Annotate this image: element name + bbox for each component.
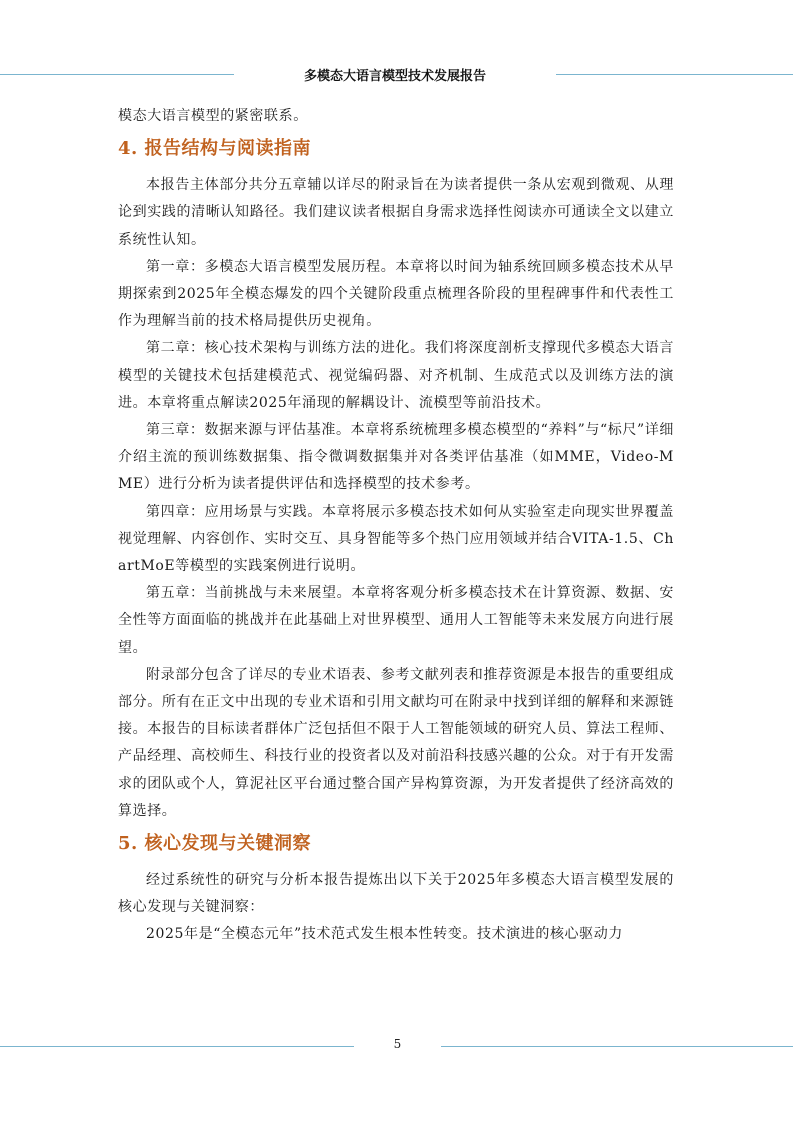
- page-footer: [0, 1035, 793, 1059]
- section-4-heading: 4. 报告结构与阅读指南: [118, 138, 312, 160]
- page-header: [0, 62, 793, 88]
- header-title: 多模态大语言模型技术发展报告: [303, 69, 486, 84]
- section-5-paragraph: 经过系统性的研究与分析本报告提炼出以下关于2025年多模态大语言模型发展的核心发现与关键洞察：: [118, 872, 674, 916]
- section-4-paragraph: 第五章：当前挑战与未来展望。本章将客观分析多模态技术在计算资源、数据、安全性等方面面临的挑战并在此基础上对世界模型、通用人工智能等未来发展方向进行展望。: [118, 585, 674, 656]
- footer-rule-left: [0, 1046, 354, 1047]
- section-5-heading: 5. 核心发现与关键洞察: [118, 833, 312, 855]
- section-4-paragraph: 附录部分包含了详尽的专业术语表、参考文献列表和推荐资源是本报告的重要组成部分。所有在正文中出现的专业术语和引用文献均可在附录中找到详细的解释和来源链接。本报告的目标读者群体广泛包括但不限于人工智能领域的研究人员、算法工程师、产品经理、高校师生、科技行业的投资者以及对前沿科技感兴趣的公众。对于有开发需求的团队或个人，算泥社区平台通过整合国产异构算资源，为开发者提供了经济高效的算选择。: [118, 666, 674, 819]
- section-5-paragraph: 2025年是“全模态元年”技术范式发生根本性转变。技术演进的核心驱动力: [146, 926, 623, 943]
- document-body: [118, 103, 674, 949]
- intro-fragment: 模态大语言模型的紧密联系。: [118, 108, 308, 124]
- section-4-paragraph: 第一章：多模态大语言模型发展历程。本章将以时间为轴系统回顾多模态技术从早期探索到2025年全模态爆发的四个关键阶段重点梳理各阶段的里程碑事件和代表性工作为理解当前的技术格局提供历史视角。: [118, 258, 674, 330]
- page-number: 5: [393, 1037, 402, 1051]
- header-rule-left: [0, 74, 234, 75]
- section-4-paragraph: 本报告主体部分共分五章辅以详尽的附录旨在为读者提供一条从宏观到微观、从理论到实践的清晰认知路径。我们建议读者根据自身需求选择性阅读亦可通读全文以建立系统性认知。: [118, 177, 674, 248]
- section-4-paragraph: 第四章：应用场景与实践。本章将展示多模态技术如何从实验室走向现实世界覆盖视觉理解、内容创作、实时交互、具身智能等多个热门应用领域并结合VITA-1.5、ChartMoE等模型的实践案例进行说明。: [118, 503, 674, 575]
- header-rule-right: [556, 74, 793, 75]
- section-4-paragraph: 第二章：核心技术架构与训练方法的进化。我们将深度剖析支撑现代多模态大语言模型的关键技术包括建模范式、视觉编码器、对齐机制、生成范式以及训练方法的演进。本章将重点解读2025年涌现的解耦设计、流模型等前沿技术。: [118, 340, 674, 411]
- footer-rule-right: [441, 1046, 793, 1047]
- section-4-paragraph: 第三章：数据来源与评估基准。本章将系统梳理多模态模型的“养料”与“标尺”详细介绍主流的预训练数据集、指令微调数据集并对各类评估基准（如MME，Video-MME）进行分析为读者提供评估和选择模型的技术参考。: [118, 422, 674, 493]
